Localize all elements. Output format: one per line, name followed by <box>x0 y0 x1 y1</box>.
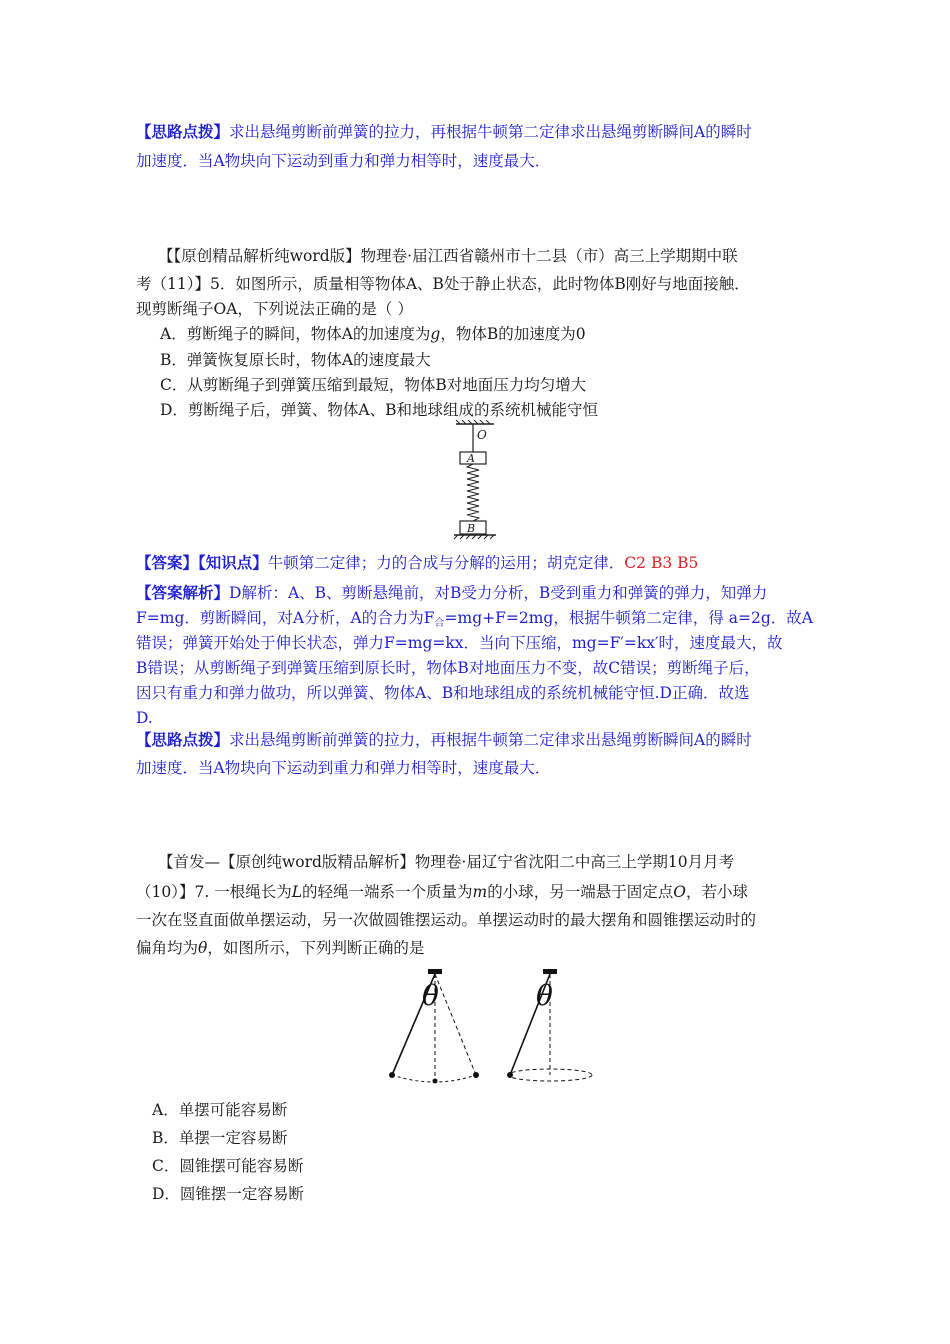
pendulum-figures <box>380 965 610 1090</box>
q2-header4-pre: 偏角均为 <box>136 939 199 957</box>
analysis-text2-post: =mg+F=2mg，根据牛顿第二定律，得 a=2g．故A <box>444 609 813 627</box>
q1-option-a-pre: A．剪断绳子的瞬间，物体A的加速度为 <box>160 325 431 343</box>
fig-label-b: B <box>467 522 476 535</box>
analysis1-line6: D. <box>136 709 153 727</box>
q1-option-a-post: ，物体B的加速度为0 <box>440 325 586 343</box>
q2-header4-post: ，如图所示，下列判断正确的是 <box>207 939 425 957</box>
fig-label-a: A <box>467 452 475 465</box>
hint1-line1 <box>136 122 752 142</box>
q2-var-l: L <box>291 883 302 901</box>
hint2-text1: 求出悬绳剪断前弹簧的拉力，再根据牛顿第二定律求出悬绳剪断瞬间A的瞬时 <box>229 731 752 749</box>
analysis1-line5: 因只有重力和弹力做功，所以弹簧、物体A、B和地球组成的系统机械能守恒.D正确．故选 <box>136 684 750 702</box>
q2-header4 <box>136 938 424 958</box>
analysis1-line4: B错误；从剪断绳子到弹簧压缩到原长时，物体B对地面压力不变，故C错误；剪断绳子后， <box>136 659 760 677</box>
q2-option-b: B．单摆一定容易断 <box>152 1129 288 1147</box>
q2-option-d: D．圆锥摆一定容易断 <box>152 1185 304 1203</box>
answer-label: 【答案】 <box>136 553 199 572</box>
q1-option-c: C．从剪断绳子到弹簧压缩到最短，物体B对地面压力均匀增大 <box>160 376 587 394</box>
q2-header2-mid2: 的小球，另一端悬于固定点 <box>487 883 674 901</box>
spring-figure <box>452 420 502 540</box>
hint1-label: 【思路点拨】 <box>136 122 230 141</box>
fig-label-o: O <box>477 428 487 442</box>
q2-var-o: O <box>673 883 686 901</box>
analysis-text2-sub: 合 <box>434 618 445 629</box>
analysis1-line1 <box>136 583 767 603</box>
q1-option-b: B．弹簧恢复原长时，物体A的速度最大 <box>160 351 431 369</box>
analysis-text1: D解析：A、B、剪断悬绳前，对B受力分析，B受到重力和弹簧的弹力，知弹力 <box>229 584 768 602</box>
q2-header2-pre: （10）】7. 一根绳长为 <box>136 883 292 901</box>
theta-label-2: θ <box>536 979 553 1012</box>
knowledge-label: 【知识点】 <box>198 553 268 572</box>
q2-header3: 一次在竖直面做单摆运动，另一次做圆锥摆运动。单摆运动时的最大摆角和圆锥摆运动时的 <box>136 911 757 929</box>
q1-option-d: D．剪断绳子后，弹簧、物体A、B和地球组成的系统机械能守恒 <box>160 401 599 419</box>
q1-header2: 考（11）】5．如图所示，质量相等物体A、B处于静止状态，此时物体B刚好与地面接触． <box>136 275 750 293</box>
knowledge-text: 牛顿第二定律；力的合成与分解的运用；胡克定律． <box>267 554 625 572</box>
q2-header2-mid: 的轻绳一端系一个质量为 <box>302 883 473 901</box>
analysis-label: 【答案解析】 <box>136 583 230 602</box>
theta-label-1: θ <box>422 979 439 1012</box>
q2-var-m: m <box>472 883 488 901</box>
q2-option-a: A．单摆可能容易断 <box>152 1101 288 1119</box>
hint2-line2: 加速度．当A物块向下运动到重力和弹力相等时，速度最大． <box>136 759 551 777</box>
analysis1-line2 <box>136 608 813 634</box>
q2-header1: 【首发—【原创纯word版精品解析】物理卷·届辽宁省沈阳二中高三上学期10月月考 <box>158 853 735 871</box>
q2-option-c: C．圆锥摆可能容易断 <box>152 1157 304 1175</box>
hint1-line2: 加速度．当A物块向下运动到重力和弹力相等时，速度最大． <box>136 152 551 170</box>
q1-option-a-g: g <box>430 325 441 343</box>
answer1-line <box>136 553 698 573</box>
hint2-line1 <box>136 730 752 750</box>
q2-var-theta: θ <box>198 939 208 957</box>
analysis-text2-pre: F=mg．剪断瞬间，对A分析，A的合力为F <box>136 609 435 627</box>
knowledge-codes: C2 B3 B5 <box>624 554 699 572</box>
hint2-label: 【思路点拨】 <box>136 730 230 749</box>
q1-header3: 现剪断绳子OA，下列说法正确的是（ ） <box>136 300 413 318</box>
hint1-text1: 求出悬绳剪断前弹簧的拉力，再根据牛顿第二定律求出悬绳剪断瞬间A的瞬时 <box>229 123 752 141</box>
q1-option-a <box>160 324 586 344</box>
q2-header2 <box>136 882 748 902</box>
analysis1-line3: 错误；弹簧开始处于伸长状态，弹力F=mg=kx．当向下压缩，mg=F′=kx′时，速度最大，故 <box>136 634 783 652</box>
q2-header2-post: ，若小球 <box>685 883 748 901</box>
q1-header1: 【【原创精品解析纯word版】物理卷·届江西省赣州市十二县（市）高三上学期期中联 <box>158 247 738 265</box>
